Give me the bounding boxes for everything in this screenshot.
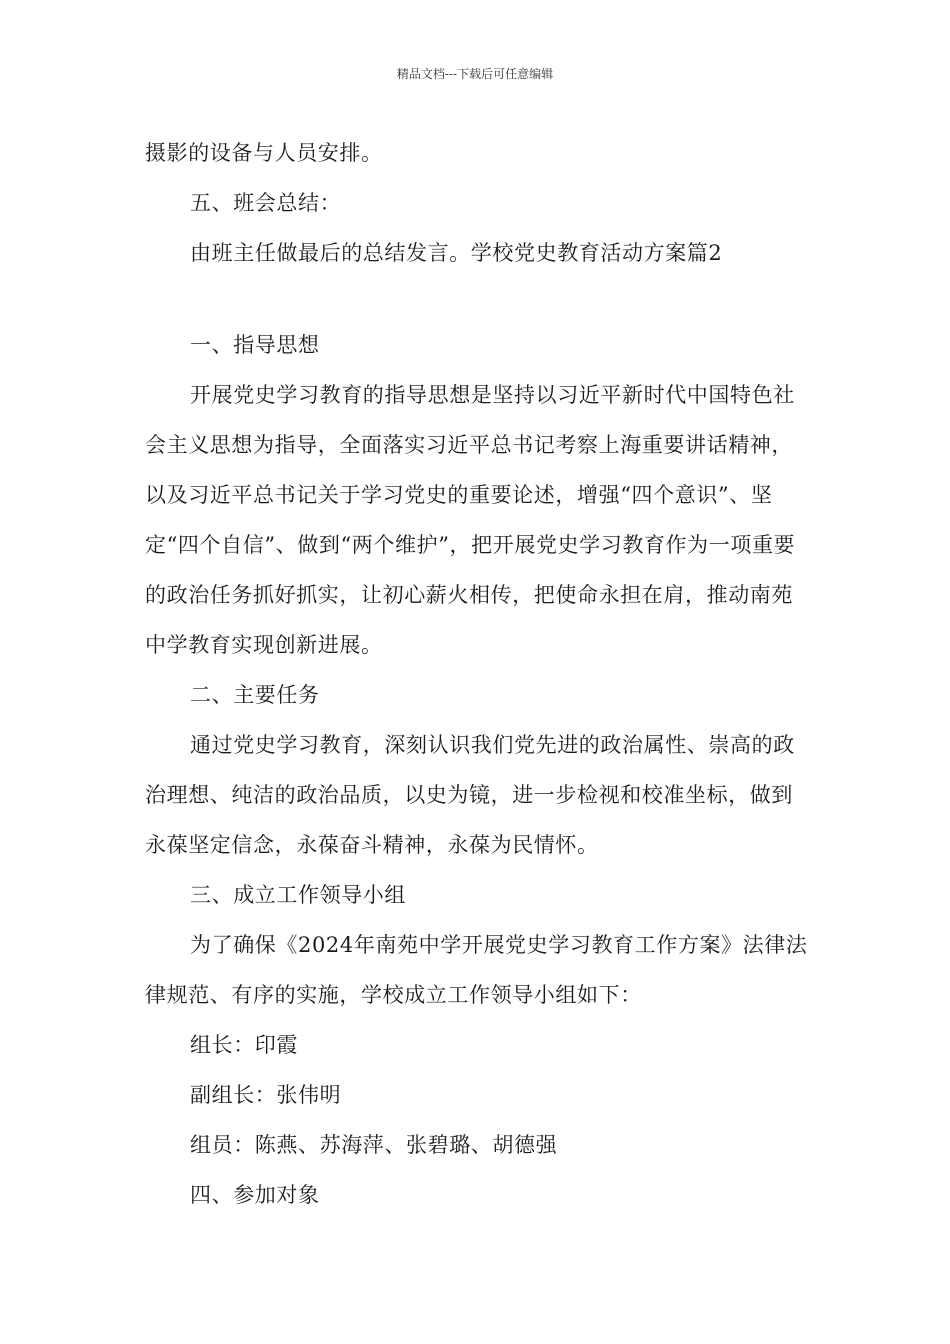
document-body [145, 128, 810, 1220]
group-leader: 组长：印霞 [190, 1033, 298, 1057]
deputy-group-leader: 副组长：张伟明 [190, 1083, 342, 1107]
paragraph-summary-speech: 由班主任做最后的总结发言。学校党史教育活动方案篇2 [190, 241, 723, 265]
paragraph-main-tasks: 通过党史学习教育，深刻认识我们党先进的政治属性、崇高的政治理想、纯洁的政治品质，以史为镜，进一步检视和校准坐标，做到永葆坚定信念，永葆奋斗精神，永葆为民情怀。 [145, 733, 795, 857]
paragraph-equipment: 摄影的设备与人员安排。 [145, 141, 383, 165]
heading-participants: 四、参加对象 [190, 1183, 320, 1207]
paragraph-leadership-group: 为了确保《2024年南苑中学开展党史学习教育工作方案》法律法律规范、有序的实施，学校成立工作领导小组如下： [145, 933, 808, 1007]
heading-guiding-ideology: 一、指导思想 [190, 333, 320, 357]
heading-leadership-group: 三、成立工作领导小组 [190, 883, 406, 907]
heading-main-tasks: 二、主要任务 [190, 683, 320, 707]
heading-class-summary: 五、班会总结： [190, 191, 342, 215]
paragraph-gap [145, 278, 810, 320]
paragraph-guiding-ideology: 开展党史学习教育的指导思想是坚持以习近平新时代中国特色社会主义思想为指导，全面落实习近平总书记考察上海重要讲话精神，以及习近平总书记关于学习党史的重要论述，增强“四个意识”、坚定“四个自信”、做到“两个维护”，把开展党史学习教育作为一项重要的政治任务抓好抓实，让初心薪火相传，把使命永担在肩，推动南苑中学教育实现创新进展。 [145, 383, 796, 657]
group-members: 组员：陈燕、苏海萍、张碧璐、胡德强 [190, 1133, 558, 1157]
page-header: 精品文档---下载后可任意编辑 [396, 67, 554, 81]
